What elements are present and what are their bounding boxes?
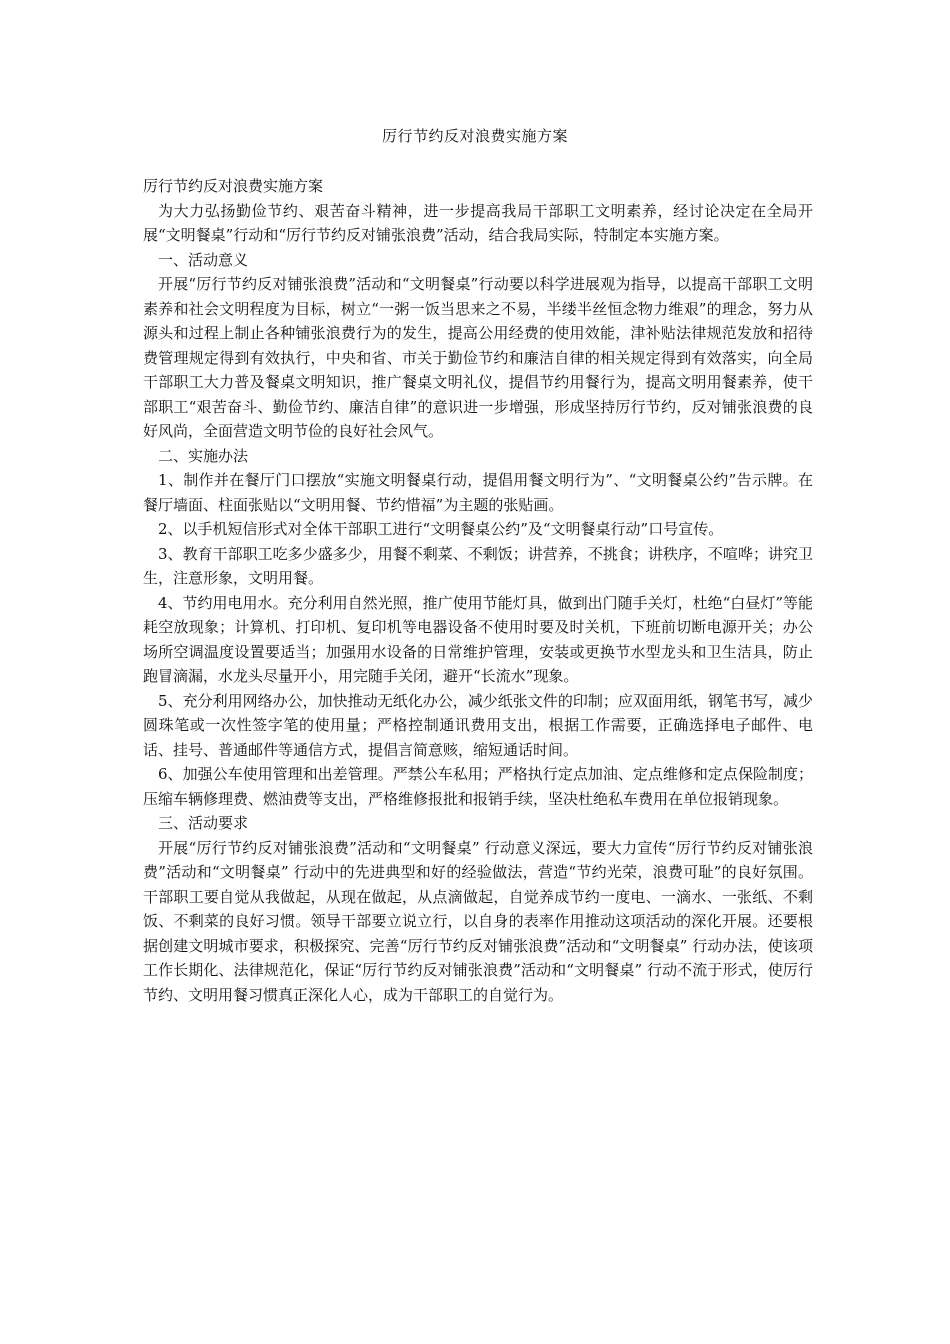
paragraph-requirements: 开展“厉行节约反对铺张浪费”活动和“文明餐桌” 行动意义深远，要大力宣传“厉行节约反对铺张浪费”活动和“文明餐桌” 行动中的先进典型和好的经验做法，营造“节约光荣，浪费可耻”的良好氛围。干部职工要自觉从我做起，从现在做起，从点滴做起，自觉养成节约一度电、一滴水、一张纸、不剩饭、不剩菜的良好习惯。领导干部要立说立行，以自身的表率作用推动这项活动的深化开展。还要根据创建文明城市要求，积极探究、完善“厉行节约反对铺张浪费”活动和“文明餐桌” 行动办法，使该项工作长期化、法律规范化，保证“厉行节约反对铺张浪费”活动和“文明餐桌” 行动不流于形式，使厉行节约、文明用餐习惯真正深化人心，成为干部职工的自觉行为。 (143, 838, 813, 1004)
paragraph-intro: 为大力弘扬勤俭节约、艰苦奋斗精神，进一步提高我局干部职工文明素养，经讨论决定在全局开展“文明餐桌”行动和“厉行节约反对铺张浪费”活动，结合我局实际，特制定本实施方案。 (143, 201, 813, 244)
paragraph-method-4: 4、节约用电用水。充分利用自然光照，推广使用节能灯具，做到出门随手关灯，杜绝“白昼灯”等能耗空放现象；计算机、打印机、复印机等电器设备不使用时要及时关机，下班前切断电源开关；办公场所空调温度设置要适当；加强用水设备的日常维护管理，安装或更换节水型龙头和卫生洁具，防止跑冒滴漏，水龙头尽量开小，用完随手关闭，避开“长流水”现象。 (143, 593, 813, 685)
paragraph-method-1: 1、制作并在餐厅门口摆放“实施文明餐桌行动，提倡用餐文明行为”、“文明餐桌公约”告示牌。在餐厅墙面、柱面张贴以“文明用餐、节约惜福”为主题的张贴画。 (143, 471, 813, 514)
body-heading: 厉行节约反对浪费实施方案 (143, 177, 324, 195)
section-heading-requirements: 三、活动要求 (158, 814, 249, 832)
document-body (143, 174, 813, 1007)
paragraph-method-2: 2、以手机短信形式对全体干部职工进行“文明餐桌公约”及“文明餐桌行动”口号宣传。 (158, 520, 724, 538)
document-title: 厉行节约反对浪费实施方案 (381, 127, 568, 145)
paragraph-method-3: 3、教育干部职工吃多少盛多少，用餐不剩菜、不剩饭；讲营养，不挑食；讲秩序，不喧哗；讲究卫生，注意形象，文明用餐。 (143, 544, 813, 587)
section-heading-significance: 一、活动意义 (158, 250, 249, 269)
paragraph-method-6: 6、加强公车使用管理和出差管理。严禁公车私用；严格执行定点加油、定点维修和定点保险制度；压缩车辆修理费、燃油费等支出，严格维修报批和报销手续，坚决杜绝私车费用在单位报销现象。 (143, 765, 813, 808)
paragraph-significance: 开展“厉行节约反对铺张浪费”活动和“文明餐桌”行动要以科学进展观为指导，以提高干部职工文明素养和社会文明程度为目标，树立“一粥一饭当思来之不易，半缕半丝恒念物力维艰”的理念，努力从源头和过程上制止各种铺张浪费行为的发生，提高公用经费的使用效能，津补贴法律规范发放和招待费管理规定得到有效执行，中央和省、市关于勤俭节约和廉洁自律的相关规定得到有效落实，向全局干部职工大力普及餐桌文明知识，推广餐桌文明礼仪，提倡节约用餐行为，提高文明用餐素养，使干部职工“艰苦奋斗、勤俭节约、廉洁自律”的意识进一步增强，形成坚持厉行节约，反对铺张浪费的良好风尚，全面营造文明节俭的良好社会风气。 (143, 275, 813, 440)
paragraph-method-5: 5、充分利用网络办公，加快推动无纸化办公，减少纸张文件的印制；应双面用纸，钢笔书写，减少圆珠笔或一次性签字笔的使用量；严格控制通讯费用支出，根据工作需要，正确选择电子邮件、电话、挂号、普通邮件等通信方式，提倡言简意赅，缩短通话时间。 (143, 691, 813, 759)
section-heading-methods: 二、实施办法 (158, 446, 249, 465)
